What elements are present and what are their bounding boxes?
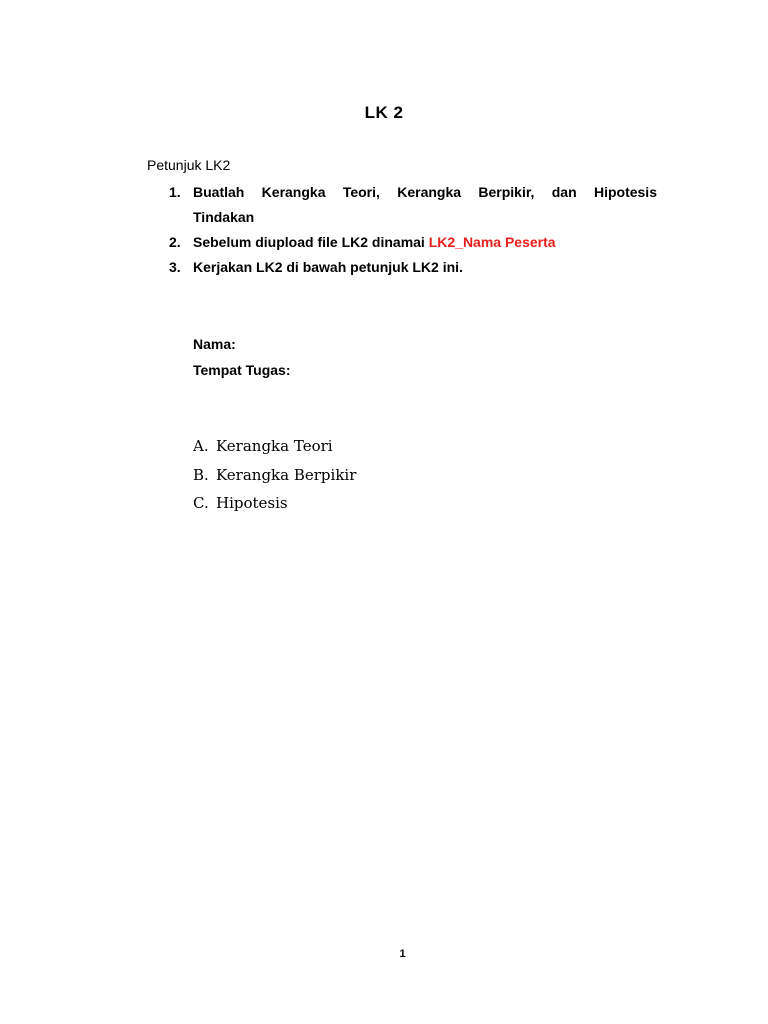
instruction-number: 2. bbox=[169, 234, 181, 250]
instruction-list bbox=[165, 180, 657, 280]
place-label: Tempat Tugas: bbox=[193, 362, 291, 378]
name-label: Nama: bbox=[193, 336, 236, 352]
outline-letter: A. bbox=[193, 437, 209, 455]
instruction-number: 1. bbox=[169, 184, 181, 200]
instruction-text-plain: Sebelum diupload file LK2 dinamai bbox=[193, 234, 429, 250]
section-heading: Petunjuk LK2 bbox=[147, 157, 231, 173]
instruction-item bbox=[165, 230, 657, 255]
outline-letter: B. bbox=[193, 465, 209, 484]
outline-list bbox=[193, 432, 356, 518]
instruction-text-line: Buatlah Kerangka Teori, Kerangka Berpikir, dan Hipotesis bbox=[193, 184, 657, 200]
instruction-text bbox=[193, 230, 657, 255]
outline-item bbox=[193, 489, 356, 518]
instruction-text: Kerjakan LK2 di bawah petunjuk LK2 ini. bbox=[193, 259, 463, 275]
outline-letter: C. bbox=[193, 494, 209, 512]
page-number: 1 bbox=[399, 948, 406, 960]
outline-label: Hipotesis bbox=[216, 494, 288, 512]
instruction-text bbox=[193, 180, 657, 230]
outline-label: Kerangka Berpikir bbox=[216, 465, 357, 484]
instruction-item bbox=[165, 180, 657, 230]
page-title: LK 2 bbox=[364, 103, 404, 122]
instruction-number: 3. bbox=[169, 259, 181, 275]
outline-item bbox=[193, 432, 356, 461]
outline-label: Kerangka Teori bbox=[216, 437, 333, 455]
outline-item bbox=[193, 461, 356, 490]
file-name-highlight: LK2_Nama Peserta bbox=[428, 234, 556, 250]
instruction-text-line: Tindakan bbox=[193, 209, 255, 225]
participant-fields bbox=[193, 331, 291, 383]
instruction-item bbox=[165, 255, 657, 280]
